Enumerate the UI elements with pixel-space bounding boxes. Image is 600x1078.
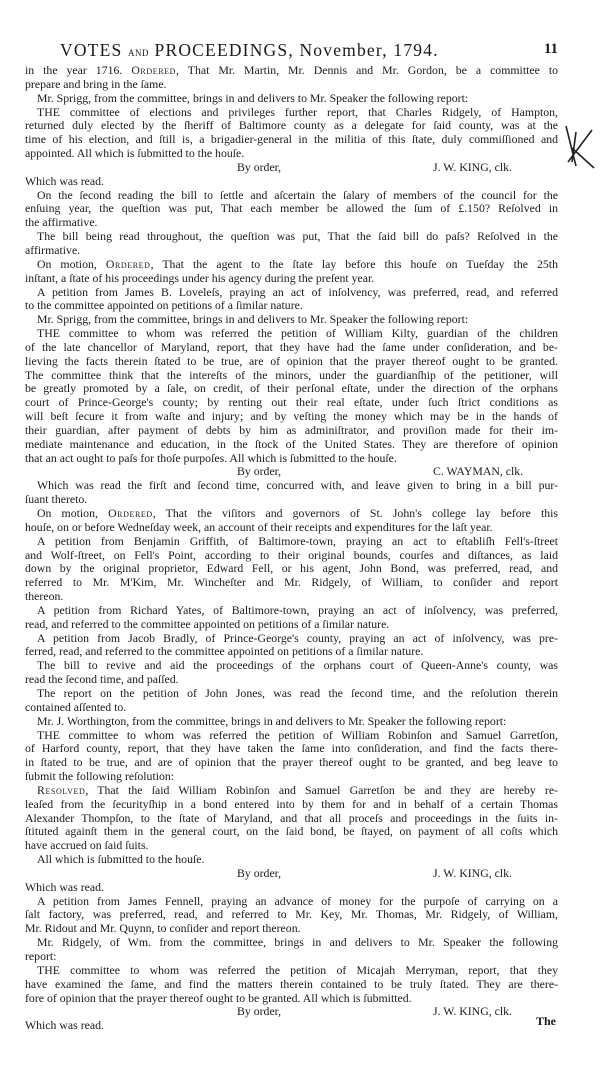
text-line: ſtituted againſt them in the general court, on the ſaid bond, be ſtayed, on payment of all coſts which [25,825,558,839]
paragraph [25,936,558,964]
text-line: court of Prince-George's county; by renting out their real eſtate, under ſuch ſtrict conditions as [25,396,558,410]
paragraph [25,64,558,92]
text-line: inſtant, a ſtate of his proceedings under his agency during the preſent year. [25,271,375,285]
text-line: affirmative. [25,243,81,257]
paragraph [25,632,558,660]
text-line: A petition from James B. Loveleſs, praying an act of inſolvency, was preferred, read, and referred [37,285,558,299]
paragraph [25,784,558,853]
paragraph [25,327,558,465]
text-segment: , That the agent to the ſtate lay before this houſe on Tueſday the 25th [150,257,558,271]
paragraph [25,92,558,106]
text-line: A petition from Benjamin Griffith, of Baltimore-town, praying an act to eſtabliſh Fell's-ſtreet [37,534,558,548]
text-line: to the committee appointed on petitions of a ſimilar nature. [25,299,303,313]
signature-line [25,1005,558,1019]
text-line: referred to Mr. M'Kim, Mr. Wincheſter and Mr. Ridgely, of William, to conſider and report [25,576,558,590]
text-line: All which is ſubmitted to the houſe. [37,853,205,867]
paragraph [25,230,558,258]
paragraph [25,853,558,867]
small-caps-keyword: Ordered [105,257,151,271]
paragraph [25,964,558,1006]
text-line: read the ſecond time, and paſſed. [25,673,179,687]
page-number: 11 [543,41,558,57]
small-caps-keyword: Ordered [108,507,153,520]
small-caps-keyword: Resolved [37,783,86,797]
text-line: THE committee to whom was referred the petition of William Robinſon and Samuel Garretſon, [37,728,558,742]
text-line: ferred, read, and referred to the committee appointed on petitions of a ſimilar nature. [25,645,424,659]
page-title [60,40,439,61]
text-line: of Harford county, report, that they have taken the ſame into conſideration, and find the facts there- [25,742,558,756]
paragraph [25,687,558,715]
clerk-name: J. W. KING, clk. [433,159,512,174]
text-line: THE committee to whom was referred the petition of William Kilty, guardian of the children [37,327,558,341]
text-line: Mr. Sprigg, from the committee, brings in and delivers to Mr. Speaker the following report: [37,313,469,327]
running-header [60,40,558,62]
text-line: houſe, on or before Wedneſday week, an account of their receipts and expenditures for the laſt year. [25,520,493,534]
text-line: The report on the petition of John Jones, was read the ſecond time, and the reſolution therein [37,686,558,700]
title-part: VOTES [60,40,128,60]
paragraph [25,175,558,189]
text-line [25,507,558,521]
by-order: By order, [237,159,282,174]
text-line: Mr. Sprigg, from the committee, brings in and delivers to Mr. Speaker the following report: [37,91,469,105]
paragraph [25,729,558,784]
paragraph [25,313,558,327]
paragraph [25,286,558,314]
text-line: returned duly elected by the ſheriff of Baltimore county as a delegate for ſaid county, was at the [25,119,558,133]
text-line: appointed. All which is ſubmitted to the houſe. [25,147,245,161]
text-line: the affirmative. [25,216,98,230]
paragraph [25,189,558,231]
text-segment: On motion, [37,507,109,520]
text-line [25,258,558,272]
paragraph [25,895,558,937]
paragraph [25,659,558,687]
text-line: Which was read. [25,1019,104,1033]
clerk-name: J. W. KING, clk. [433,1004,512,1019]
text-line: time of his election, and ſtill is, a brigadier-general in the militia of this ſtate, duly commiſſioned and [25,133,558,147]
text-line: Which was read. [25,880,104,894]
text-line: their guardian, after payment of debts by him as adminiſtrator, and proviſion made for their im- [25,423,558,437]
title-and: and [127,44,149,59]
text-line: that an act ought to paſs for thoſe purpoſes. All which is ſubmitted to the houſe. [25,451,397,465]
clerk-name: C. WAYMAN, clk. [433,464,524,479]
text-line: Which was read the firſt and ſecond time, concurred with, and leave given to bring in a bill pur- [37,479,558,493]
text-line: The committee think that the intereſts of the minors, under the guardianſhip of the petitioner, will [25,368,558,382]
text-line: Mr. J. Worthington, from the committee, brings in and delivers to Mr. Speaker the following report: [37,714,507,728]
text-line: A petition from Richard Yates, of Baltimore-town, praying an act of inſolvency, was preferred, [37,603,558,617]
text-line: Mr. Ridout and Mr. Quynn, to conſider and report thereon. [25,922,301,936]
text-line: will beſt ſecure it from waſte and injury; and by veſting the money which may be in the hands of [25,410,558,424]
text-line: On the ſecond reading the bill to ſettle and aſcertain the ſalary of members of the council for the [37,188,558,202]
text-line: ſuant thereto. [25,493,88,507]
text-line: The bill to revive and aid the proceedings of the orphans court of Queen-Anne's county, was [37,659,558,673]
small-caps-keyword: Ordered [131,64,177,77]
text-line: ſalt factory, was preferred, read, and referred to Mr. Key, Mr. Thomas, Mr. Ridgely, of William, [25,908,558,922]
text-line: enſuing year, the queſtion was put, That each member be allowed the ſum of £.150? Reſolved in [25,202,558,216]
by-order: By order, [237,464,282,479]
text-segment: , That Mr. Martin, Mr. Dennis and Mr. Gordon, be a committee to [176,64,558,77]
text-line: The bill being read throughout, the queſtion was put, That the ſaid bill do paſs? Reſolved in the [37,230,558,244]
text-line: prepare and bring in the ſame. [25,77,167,91]
catchword: The [535,1014,556,1028]
clerk-name: J. W. KING, clk. [433,865,512,880]
text-line: fore of opinion that the prayer thereof ought to be granted. All which is ſubmitted. [25,991,412,1005]
text-line: in ſtated to be true, and are of opinion that the prayer thereof ought to be granted, and beg leave to [25,756,558,770]
text-segment: , That the ſaid William Robinſon and Samuel Garretſon be and they are hereby re- [85,783,558,797]
signature-line [25,867,558,881]
text-segment: , That the viſitors and governors of St. John's college lay before this [152,507,558,520]
text-line: THE committee to whom was referred the petition of Micajah Merryman, report, that they [37,963,558,977]
text-line: contained aſſented to. [25,700,127,714]
text-line: read, and referred to the committee appointed on petitions of a ſimilar nature. [25,617,390,631]
paragraph [25,1019,558,1033]
handwritten-margin-mark-icon [562,122,596,170]
document-body [25,64,558,1033]
paragraph [25,507,558,535]
text-line: lieving the facts therein ſtated to be true, are of opinion that the prayer thereof ought to be granted. [25,354,558,368]
paragraph [25,258,558,286]
text-segment: in the year 1716. [25,64,132,77]
text-line: A petition from James Fennell, praying an advance of money for the purpoſe of carrying on a [37,894,558,908]
text-line: have examined the ſame, and find the matters therein contained to be truly ſtated. They are there- [25,977,558,991]
text-line: report: [25,950,57,963]
paragraph [25,106,558,161]
text-line: have accrued on ſaid ſuits. [25,839,149,853]
text-line: of the late chancellor of Maryland, report, that they have had the ſame under conſideration, and be- [25,340,558,354]
signature-line [25,161,558,175]
paragraph [25,479,558,507]
text-line: down by the original proprietor, Edward Fell, or his agent, John Bond, was preferred, read, and [25,562,558,576]
signature-line [25,465,558,479]
text-line: mediate maintenance and education, in the ſtock of the United States. They are therefore of opinion [25,437,558,451]
text-line: A petition from Jacob Bradly, of Prince-George's county, praying an act of inſolvency, was pre- [37,631,558,645]
text-line: and Wolf-ſtreet, on Fell's Point, according to their original bounds, courſes and diſtances, as laid [25,548,558,562]
text-line: leaſed from the ſecurityſhip in a bond entered into by them for and in behalf of a certain Thomas [25,797,558,811]
by-order: By order, [237,1004,282,1019]
text-line: thereon. [25,590,64,604]
text-line: Mr. Ridgely, of Wm. from the committee, brings in and delivers to Mr. Speaker the following [37,936,558,950]
text-line: ſubmit the following reſolution: [25,770,175,784]
text-line: Which was read. [25,174,104,188]
text-line [25,64,558,78]
paragraph [25,604,558,632]
paragraph [25,535,558,604]
text-line [25,784,558,798]
text-line: Alexander Thompſon, to the ſtate of Maryland, and that all proceſs and proceedings in the ſuits in- [25,811,558,825]
paragraph [25,715,558,729]
text-line: THE committee of elections and privileges further report, that Charles Ridgely, of Hampton, [37,105,558,119]
text-line: be greatly promoted by a ſale, on credit, of their perſonal eſtate, under the direction of the orphans [25,382,558,396]
text-segment: On motion, [37,257,106,271]
paragraph [25,881,558,895]
title-part: PROCEEDINGS, November, 1794. [148,40,439,60]
by-order: By order, [237,865,282,880]
